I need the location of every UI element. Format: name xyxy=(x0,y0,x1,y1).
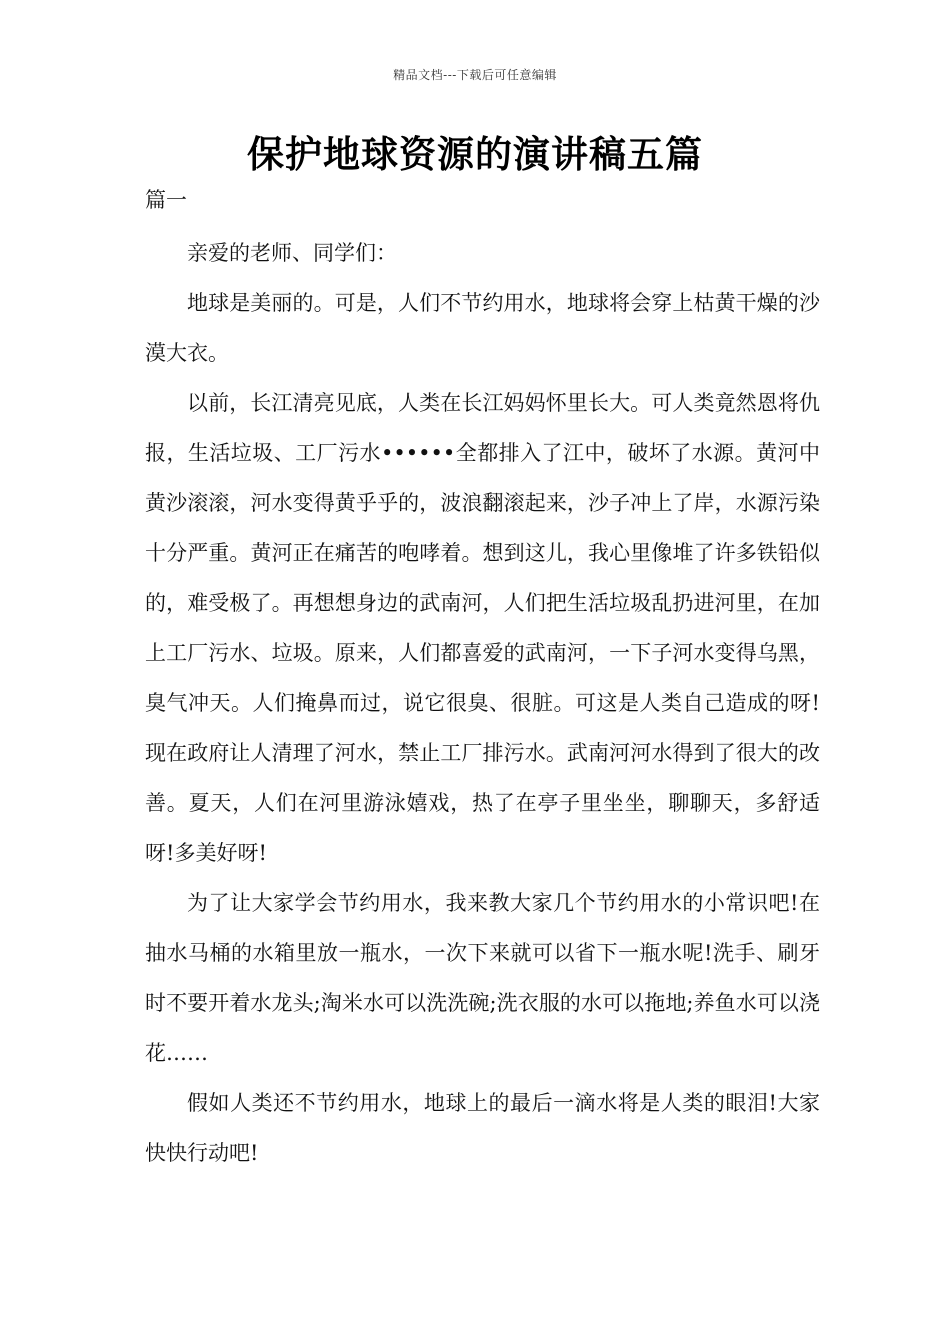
section-label: 篇一 xyxy=(145,188,187,212)
paragraph: 以前，长江清亮见底，人类在长江妈妈怀里长大。可人类竟然恩将仇报，生活垃圾、工厂污水••••••全都排入了江中，破坏了水源。黄河中黄沙滚滚，河水变得黄乎乎的，波浪翻滚起来，沙子冲上了岸，水源污染十分严重。黄河正在痛苦的咆哮着。想到这儿，我心里像堆了许多铁铅似的，难受极了。再想想身边的武南河，人们把生活垃圾乱扔进河里，在加上工厂污水、垃圾。原来，人们都喜爱的武南河，一下子河水变得乌黑，臭气冲天。人们掩鼻而过，说它很臭、很脏。可这是人类自己造成的呀!现在政府让人清理了河水，禁止工厂排污水。武南河河水得到了很大的改善。夏天，人们在河里游泳嬉戏，热了在亭子里坐坐，聊聊天，多舒适呀!多美好呀! xyxy=(145,391,820,865)
header-note: 精品文档---下载后可任意编辑 xyxy=(393,68,557,82)
paragraph: 地球是美丽的。可是，人们不节约用水，地球将会穿上枯黄干燥的沙漠大衣。 xyxy=(145,291,820,365)
document-title: 保护地球资源的演讲稿五篇 xyxy=(247,133,703,176)
paragraph: 假如人类还不节约用水，地球上的最后一滴水将是人类的眼泪!大家快快行动吧! xyxy=(145,1091,820,1165)
paragraph-greeting: 亲爱的老师、同学们： xyxy=(187,241,397,265)
document-body xyxy=(145,228,820,1178)
paragraph: 为了让大家学会节约用水，我来教大家几个节约用水的小常识吧!在抽水马桶的水箱里放一瓶水，一次下来就可以省下一瓶水呢!洗手、刷牙时不要开着水龙头;淘米水可以洗洗碗;洗衣服的水可以拖地;养鱼水可以浇花…… xyxy=(145,891,820,1065)
